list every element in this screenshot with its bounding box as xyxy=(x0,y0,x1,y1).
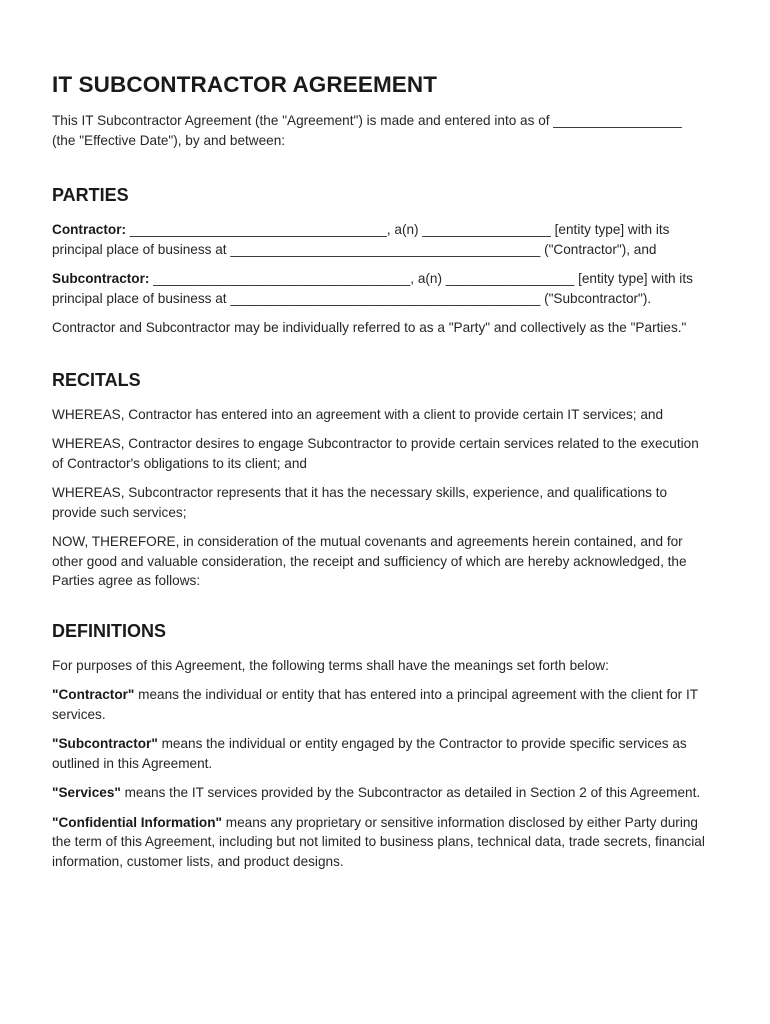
definition-term: "Contractor" xyxy=(52,687,135,702)
parties-heading: PARTIES xyxy=(52,185,129,205)
definition-text: means any proprietary or sensitive information disclosed by either Party during the term of this Agreement, including but not limited to business plans, technical data, trade secrets, financial information, customer lists, and product designs. xyxy=(52,814,705,869)
document-title: IT SUBCONTRACTOR AGREEMENT xyxy=(52,72,438,97)
contractor-label: Contractor: xyxy=(52,222,127,237)
definition-text: means the IT services provided by the Subcontractor as detailed in Section 2 of this Agreement. xyxy=(120,785,701,800)
definition-term: "Confidential Information" xyxy=(52,814,222,830)
definition-services xyxy=(52,783,708,803)
definition-term: "Services" xyxy=(52,785,121,800)
definition-term: "Subcontractor" xyxy=(52,736,158,751)
definitions-heading: DEFINITIONS xyxy=(52,620,167,641)
definition-text: means the individual or entity that has entered into a principal agreement with the client for IT services. xyxy=(52,687,698,722)
definition-subcontractor xyxy=(52,734,708,773)
definition-text: means the individual or entity engaged by the Contractor to provide specific services as outlined in this Agreement. xyxy=(52,736,687,771)
recital-paragraph: WHEREAS, Contractor has entered into an agreement with a client to provide certain IT services; and xyxy=(52,406,664,422)
definitions-intro: For purposes of this Agreement, the following terms shall have the meanings set forth below: xyxy=(52,657,609,673)
subcontractor-label: Subcontractor: xyxy=(52,271,150,286)
recitals-heading: RECITALS xyxy=(52,369,141,390)
definition-contractor xyxy=(52,685,708,724)
subcontractor-clause-text: __________________________________, a(n) _________________ [entity type] with its principal place of business at _________________________________________ ("Subcontractor"). xyxy=(52,271,693,306)
contractor-clause xyxy=(52,220,708,259)
contractor-clause-text: __________________________________, a(n) _________________ [entity type] with its principal place of business at _________________________________________ ("Contractor"), and xyxy=(52,222,670,257)
party-definition-paragraph: Contractor and Subcontractor may be individually referred to as a "Party" and collectively as the "Parties." xyxy=(52,320,687,335)
definition-confidential-information xyxy=(52,813,708,872)
now-therefore-paragraph: NOW, THEREFORE, in consideration of the mutual covenants and agreements herein contained, and for other good and valuable consideration, the receipt and sufficiency of which are hereby acknowledged, the Parties agree as follows: xyxy=(52,534,687,588)
recital-paragraph: WHEREAS, Contractor desires to engage Subcontractor to provide certain services related to the execution of Contractor's obligations to its client; and xyxy=(52,436,699,471)
recital-paragraph: WHEREAS, Subcontractor represents that it has the necessary skills, experience, and qualifications to provide such services; xyxy=(52,485,668,520)
intro-paragraph: This IT Subcontractor Agreement (the "Agreement") is made and entered into as of _________________ (the "Effective Date"), by and between: xyxy=(52,113,682,148)
subcontractor-clause xyxy=(52,269,708,308)
